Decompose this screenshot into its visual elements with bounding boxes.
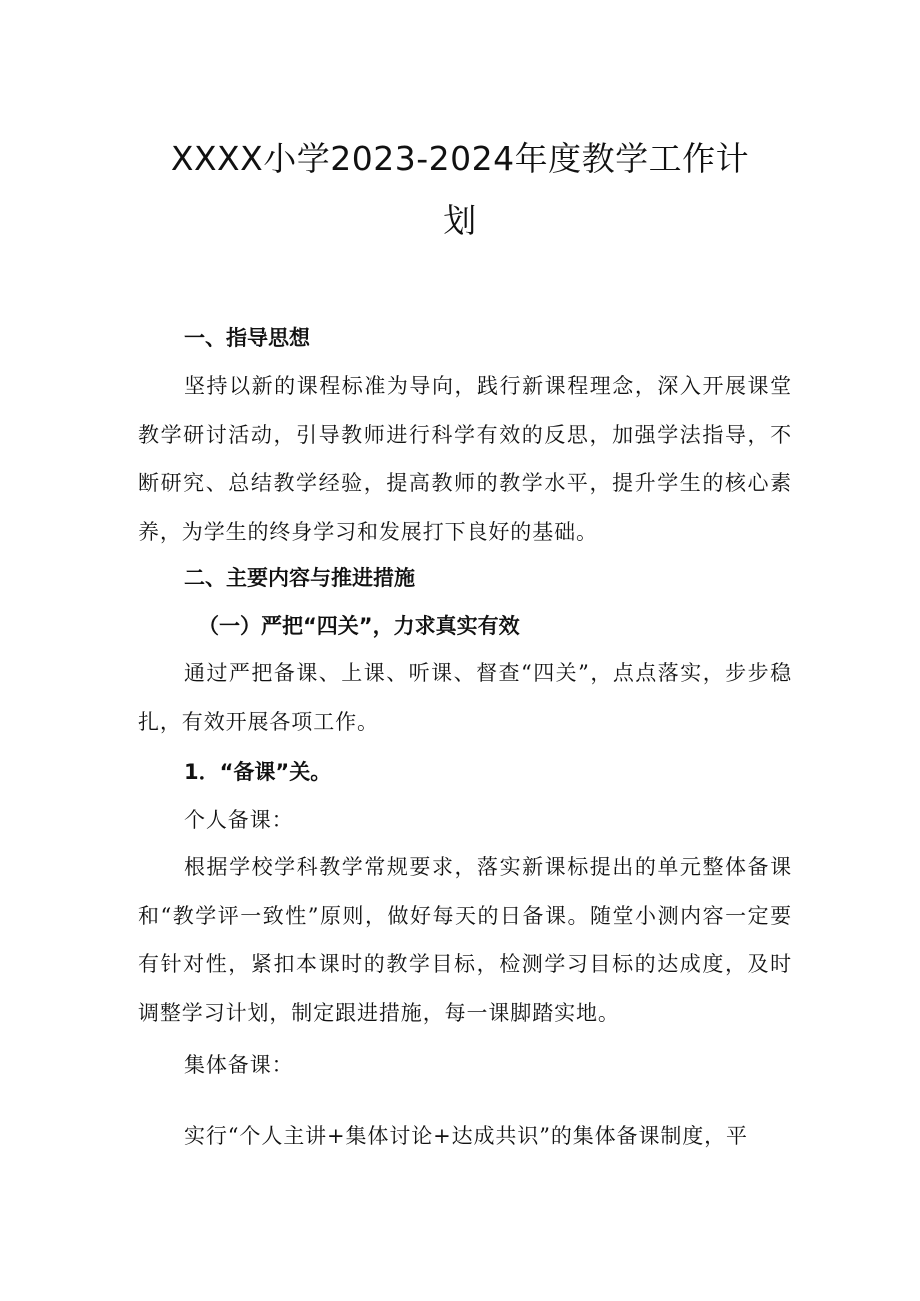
- guiding-thought-paragraph: 坚持以新的课程标准为导向，践行新课程理念，深入开展课堂教学研讨活动，引导教师进行科学有效的反思，加强学法指导，不断研究、总结教学经验，提高教师的教学水平，提升学生的核心素养，为学生的终身学习和发展打下良好的基础。: [138, 374, 792, 544]
- section-heading-guiding-thought: 一、指导思想: [184, 326, 310, 350]
- document-title: [136, 128, 784, 252]
- personal-prep-label: 个人备课：: [184, 808, 294, 832]
- subsection-heading-four-checks: （一）严把“四关”，力求真实有效: [198, 614, 520, 638]
- collective-prep-label: 集体备课：: [184, 1053, 294, 1077]
- personal-prep-paragraph: 根据学校学科教学常规要求，落实新课标提出的单元整体备课和“教学评一致性”原则，做好每天的日备课。随堂小测内容一定要有针对性，紧扣本课时的教学目标，检测学习目标的达成度，及时调整学习计划，制定跟进措施，每一课脚踏实地。: [138, 855, 792, 1025]
- collective-prep-paragraph: 实行“个人主讲+集体讨论+达成共识”的集体备课制度，平: [184, 1124, 748, 1148]
- item-heading-lesson-prep: 1．“备课”关。: [184, 760, 332, 784]
- title-line-2: 划: [443, 201, 477, 240]
- four-checks-paragraph: 通过严把备课、上课、听课、督查“四关”，点点落实，步步稳扎，有效开展各项工作。: [138, 661, 792, 734]
- section-heading-main-content: 二、主要内容与推进措施: [184, 566, 415, 590]
- title-line-1: XXXX小学2023-2024年度教学工作计: [170, 139, 750, 178]
